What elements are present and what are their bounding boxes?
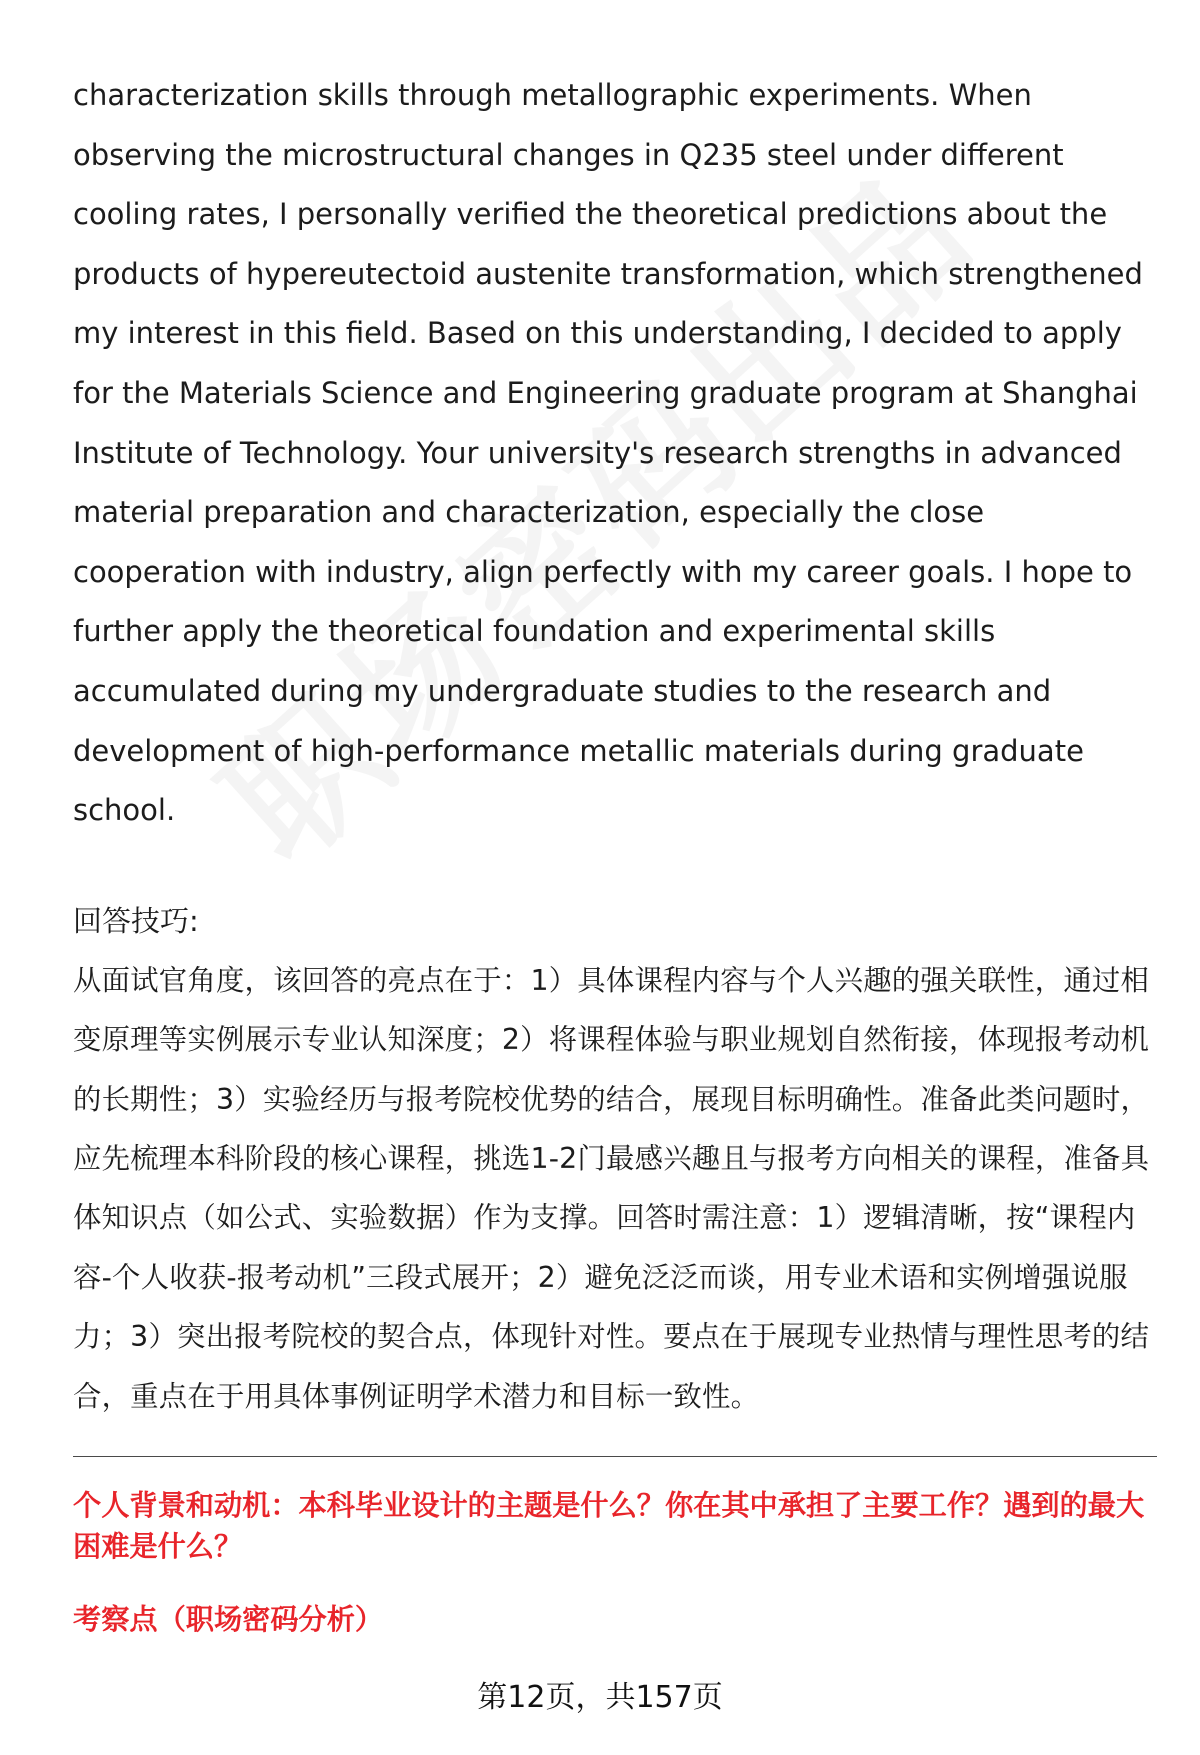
document-body <box>73 66 1158 1426</box>
page-number: 第12页，共157页 <box>477 1680 723 1715</box>
tips-label: 回答技巧: <box>73 903 199 938</box>
analysis-subheading: 考察点（职场密码分析） <box>73 1603 384 1636</box>
tips-body: 从面试官角度，该回答的亮点在于：1）具体课程内容与个人兴趣的强关联性，通过相变原理等实例展示专业认知深度；2）将课程体验与职业规划自然衔接，体现报考动机的长期性；3）实验经历与报考院校优势的结合，展现目标明确性。准备此类问题时，应先梳理本科阶段的核心课程，挑选1-2门最感兴趣且与报考方向相关的课程，准备具体知识点（如公式、实验数据）作为支撑。回答时需注意：1）逻辑清晰，按“课程内容-个人收获-报考动机”三段式展开；2）避免泛泛而谈，用专业术语和实例增强说服力；3）突出报考院校的契合点，体现针对性。要点在于展现专业热情与理性思考的结合，重点在于用具体事例证明学术潜力和目标一致性。 <box>73 963 1150 1413</box>
next-question-heading: 个人背景和动机：本科毕业设计的主题是什么？你在其中承担了主要工作？遇到的最大困难是什么？ <box>73 1489 1145 1563</box>
answer-paragraph: characterization skills through metallographic experiments. When observing the microstructural changes in Q235 steel under different cooling rates, I personally verified the theoretical predictions about the products of hypereutectoid austenite transformation, which strengthened my interest in this field. Based on this understanding, I decided to apply for the Materials Science and Engineering graduate program at Shanghai Institute of Technology. Your university's research strengths in advanced material preparation and characterization, especially the close cooperation with industry, align perfectly with my career goals. I hope to further apply the theoretical foundation and experimental skills accumulated during my undergraduate studies to the research and development of high-performance metallic materials during graduate school. <box>73 78 1143 828</box>
section-divider <box>73 1456 1157 1457</box>
